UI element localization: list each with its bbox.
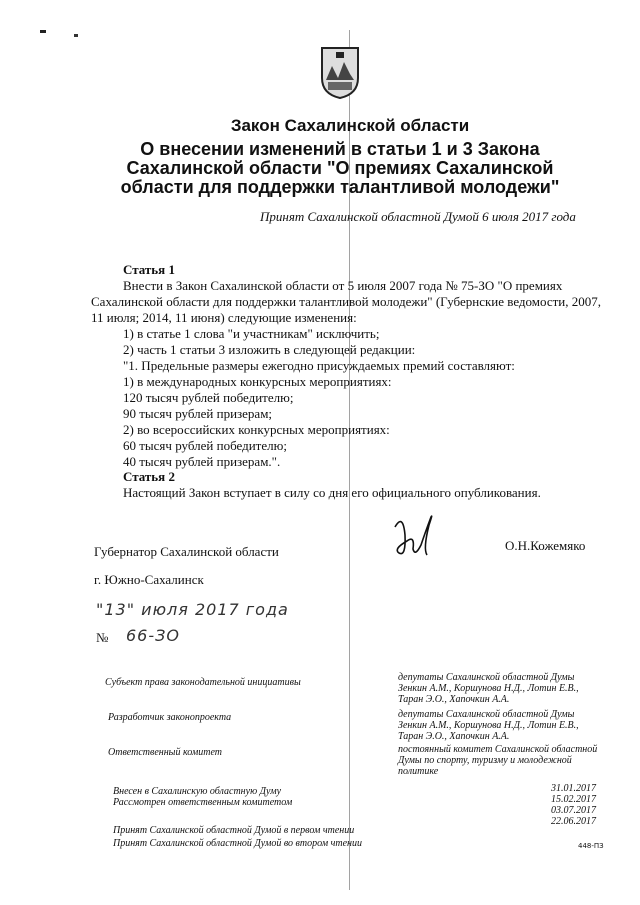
article-1-line: 2) часть 1 статьи 3 изложить в следующей редакции: bbox=[123, 342, 416, 357]
adoption-note: Принят Сахалинской областной Думой 6 июля 2017 года bbox=[260, 209, 576, 224]
governor-position: Губернатор Сахалинской области bbox=[94, 544, 279, 559]
article-1-line: 1) в международных конкурсных мероприятиях: bbox=[123, 374, 392, 389]
second-reading-label: Принят Сахалинской областной Думой во втором чтении bbox=[113, 838, 363, 849]
article-1-line: 1) в статье 1 слова "и участникам" исключить; bbox=[123, 326, 380, 341]
law-title: Закон Сахалинской области bbox=[230, 116, 470, 135]
reviewed-date: 15.02.2017 bbox=[551, 794, 596, 805]
article-1-line: 90 тысяч рублей призерам; bbox=[123, 406, 273, 421]
responsible-committee-value: постоянный комитет Сахалинской областной Думы по спорту, туризму и молодежной политике bbox=[398, 744, 598, 777]
first-reading-label: Принят Сахалинской областной Думой в первом чтении bbox=[113, 825, 355, 836]
governor-signature bbox=[385, 505, 445, 565]
law-subtitle-line-1: О внесении изменений в статьи 1 и 3 Закона bbox=[140, 139, 540, 159]
handwritten-date: "13" июля 2017 года bbox=[96, 600, 289, 619]
article-1-title: Статья 1 bbox=[123, 262, 175, 277]
law-subtitle-line-2: Сахалинской области "О премиях Сахалинской bbox=[126, 158, 554, 178]
responsible-committee-label: Ответственный комитет bbox=[108, 747, 222, 758]
initiative-subject-value: депутаты Сахалинской областной Думы Зенкин А.М., Коршунова Н.Д., Лотин Е.В., Таран Э.О., Хапочкин А.А. bbox=[398, 672, 579, 705]
article-1-line: 60 тысяч рублей победителю; bbox=[123, 438, 287, 453]
scan-speck bbox=[74, 34, 78, 37]
coat-of-arms-emblem bbox=[318, 44, 362, 100]
submitted-label: Внесен в Сахалинскую областную Думу bbox=[113, 786, 282, 797]
bill-developer-label: Разработчик законопроекта bbox=[108, 712, 232, 723]
article-2-title: Статья 2 bbox=[123, 469, 175, 484]
reviewed-label: Рассмотрен ответственным комитетом bbox=[113, 797, 293, 808]
bill-developer-value: депутаты Сахалинской областной Думы Зенкин А.М., Коршунова Н.Д., Лотин Е.В., Таран Э.О., Хапочкин А.А. bbox=[398, 709, 579, 742]
document-code: 448-ПЗ bbox=[578, 842, 604, 850]
initiative-subject-label: Субъект права законодательной инициативы bbox=[105, 677, 301, 688]
first-reading-date: 03.07.2017 bbox=[551, 805, 596, 816]
article-1-line: Внести в Закон Сахалинской области от 5 июля 2007 года № 75-ЗО "О премиях bbox=[123, 278, 563, 293]
handwritten-law-number: 66-ЗО bbox=[126, 626, 180, 645]
article-1-line: Сахалинской области для поддержки талантливой молодежи" (Губернские ведомости, 2007, bbox=[91, 294, 602, 309]
city-name: г. Южно-Сахалинск bbox=[94, 572, 204, 587]
article-1-line: "1. Предельные размеры ежегодно присуждаемых премий составляют: bbox=[123, 358, 515, 373]
scan-speck bbox=[40, 30, 46, 33]
article-2-text: Настоящий Закон вступает в силу со дня его официального опубликования. bbox=[123, 485, 541, 500]
second-reading-date: 22.06.2017 bbox=[551, 816, 596, 827]
law-number-prefix: № bbox=[96, 630, 109, 645]
law-subtitle-line-3: области для поддержки талантливой молодежи" bbox=[120, 177, 560, 197]
article-1-line: 120 тысяч рублей победителю; bbox=[123, 390, 294, 405]
governor-name: О.Н.Кожемяко bbox=[505, 538, 586, 553]
article-1-line: 40 тысяч рублей призерам.". bbox=[123, 454, 281, 469]
article-1-line: 2) во всероссийских конкурсных мероприятиях: bbox=[123, 422, 390, 437]
article-1-line: 11 июля; 2014, 11 июня) следующие изменения: bbox=[91, 310, 357, 325]
submitted-date: 31.01.2017 bbox=[551, 783, 596, 794]
